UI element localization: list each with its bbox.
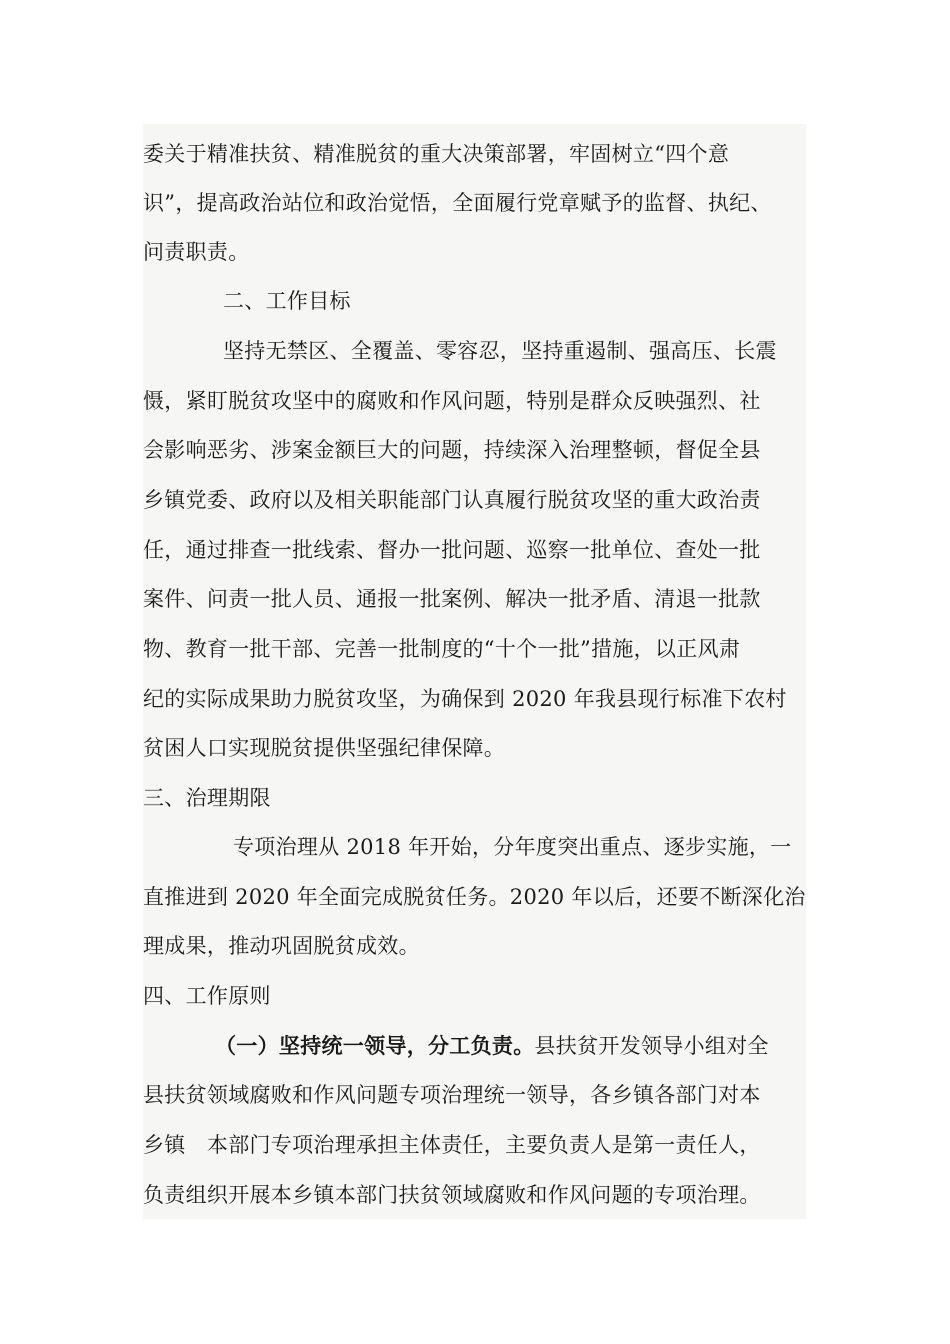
p2-line-7: 物、教育一批干部、完善一批制度的“十个一批”措施，以正风肃 [143,637,741,661]
principle-1-text: 县扶贫开发领导小组对全 [534,1034,769,1058]
p4-line-1 [215,1032,769,1060]
p2-line-9: 贫困人口实现脱贫提供坚强纪律保障。 [143,736,506,760]
section-heading-4: 四、工作原则 [143,984,271,1008]
section-heading-3: 三、治理期限 [143,786,271,810]
section-heading-2: 二、工作目标 [223,289,351,313]
p4-line-3: 乡镇 本部门专项治理承担主体责任，主要负责人是第一责任人， [143,1133,761,1157]
p2-line-6: 案件、问责一批人员、通报一批案例、解决一批矛盾、清退一批款 [143,587,761,611]
p3-line-2: 直推进到 2020 年全面完成脱贫任务。2020 年以后，还要不断深化治 [143,885,806,909]
p2-line-3: 会影响恶劣、涉案金额巨大的问题，持续深入治理整顿，督促全县 [143,438,761,462]
p2-line-2: 慑，紧盯脱贫攻坚中的腐败和作风问题，特别是群众反映强烈、社 [143,389,761,413]
p1-line-2: 识”，提高政治站位和政治觉悟，全面履行党章赋予的监督、执纪、 [143,191,772,215]
p3-line-3: 理成果，推动巩固脱贫成效。 [143,934,420,958]
p1-line-3: 问责职责。 [143,240,250,264]
p2-line-5: 任，通过排查一批线索、督办一批问题、巡察一批单位、查处一批 [143,538,761,562]
p3-line-1: 专项治理从 2018 年开始，分年度突出重点、逐步实施，一 [233,835,792,859]
p2-line-4: 乡镇党委、政府以及相关职能部门认真履行脱贫攻坚的重大政治责 [143,488,761,512]
p4-line-4: 负责组织开展本乡镇本部门扶贫领域腐败和作风问题的专项治理。 [143,1183,761,1207]
p2-line-8: 纪的实际成果助力脱贫攻坚，为确保到 2020 年我县现行标准下农村 [143,687,787,711]
p4-line-2: 县扶贫领域腐败和作风问题专项治理统一领导，各乡镇各部门对本 [143,1083,761,1107]
text-block [143,124,806,1219]
principle-1-title: （一）坚持统一领导，分工负责。 [215,1033,535,1058]
p1-line-1: 委关于精准扶贫、精准脱贫的重大决策部署，牢固树立“四个意 [143,142,730,166]
p2-line-1: 坚持无禁区、全覆盖、零容忍，坚持重遏制、强高压、长震 [223,339,777,363]
